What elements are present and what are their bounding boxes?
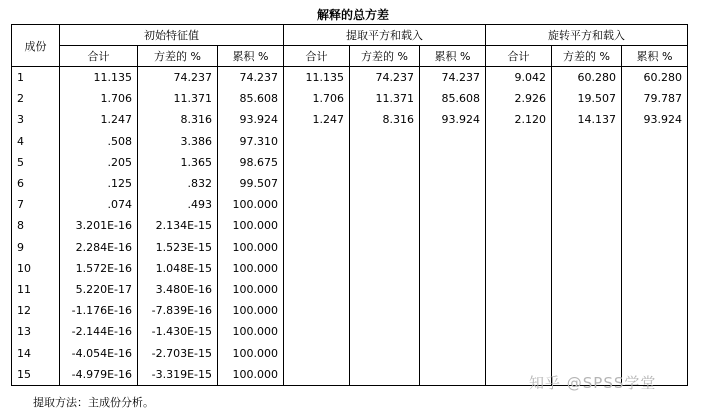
init-total-cell: .508 <box>60 131 138 152</box>
extract-cumulative-pct-cell <box>420 342 486 363</box>
rotate-total-cell <box>486 237 552 258</box>
init-cumulative-pct-cell: 100.000 <box>218 300 284 321</box>
init-variance-pct-header: 方差的 % <box>138 46 218 67</box>
init-total-cell: 3.201E-16 <box>60 215 138 236</box>
init-total-cell: 2.284E-16 <box>60 237 138 258</box>
rotate-total-cell <box>486 279 552 300</box>
init-cumulative-pct-cell: 100.000 <box>218 194 284 215</box>
init-total-cell: 1.706 <box>60 88 138 109</box>
rotate-total-cell <box>486 342 552 363</box>
component-label: 9 <box>12 237 60 258</box>
watermark: 知乎 @SPSS学堂 <box>529 374 657 392</box>
rotate-cumulative-pct-cell <box>622 300 688 321</box>
table-title: 解释的总方差 <box>316 8 389 22</box>
extract-cumulative-pct-cell <box>420 215 486 236</box>
rotate-cumulative-pct-cell <box>622 321 688 342</box>
extract-total-cell <box>284 215 350 236</box>
footnote: 提取方法：主成份分析。 <box>33 396 154 409</box>
rotate-total-cell <box>486 258 552 279</box>
extract-cumulative-pct-cell <box>420 152 486 173</box>
extract-cumulative-pct-cell: 74.237 <box>420 67 486 89</box>
initial-eigenvalues-header: 初始特征值 <box>60 25 284 46</box>
init-variance-pct-cell: -1.430E-15 <box>138 321 218 342</box>
rotate-cumulative-pct-cell: 93.924 <box>622 109 688 130</box>
rotate-cumulative-pct-cell: 60.280 <box>622 67 688 89</box>
init-variance-pct-cell: -7.839E-16 <box>138 300 218 321</box>
rotate-cumulative-pct-cell <box>622 131 688 152</box>
rotate-variance-pct-cell <box>552 131 622 152</box>
init-variance-pct-cell: 11.371 <box>138 88 218 109</box>
rotate-cumulative-pct-cell <box>622 194 688 215</box>
init-total-cell: 5.220E-17 <box>60 279 138 300</box>
table-row <box>12 131 688 152</box>
component-label: 10 <box>12 258 60 279</box>
rotate-total-cell: 2.120 <box>486 109 552 130</box>
rotate-variance-pct-cell <box>552 173 622 194</box>
init-cumulative-pct-header: 累积 % <box>218 46 284 67</box>
rotate-cumulative-pct-cell <box>622 173 688 194</box>
extract-total-cell <box>284 131 350 152</box>
rotate-cumulative-pct-cell <box>622 152 688 173</box>
init-variance-pct-cell: 8.316 <box>138 109 218 130</box>
rotate-variance-pct-cell <box>552 258 622 279</box>
component-label: 3 <box>12 109 60 130</box>
component-label: 11 <box>12 279 60 300</box>
rotate-variance-pct-cell: 14.137 <box>552 109 622 130</box>
extract-variance-pct-cell <box>350 152 420 173</box>
component-label: 1 <box>12 67 60 89</box>
extract-variance-pct-cell <box>350 194 420 215</box>
extract-cumulative-pct-cell <box>420 237 486 258</box>
rotate-variance-pct-cell <box>552 321 622 342</box>
table-row <box>12 258 688 279</box>
extract-variance-pct-cell <box>350 258 420 279</box>
extract-total-cell <box>284 173 350 194</box>
extract-variance-pct-cell: 11.371 <box>350 88 420 109</box>
init-total-cell: 1.572E-16 <box>60 258 138 279</box>
init-total-cell: -4.054E-16 <box>60 342 138 363</box>
init-cumulative-pct-cell: 99.507 <box>218 173 284 194</box>
extract-variance-pct-cell <box>350 364 420 386</box>
init-cumulative-pct-cell: 85.608 <box>218 88 284 109</box>
init-cumulative-pct-cell: 100.000 <box>218 237 284 258</box>
extraction-sums-header: 提取平方和载入 <box>284 25 486 46</box>
component-label: 13 <box>12 321 60 342</box>
extract-variance-pct-cell <box>350 173 420 194</box>
extract-cumulative-pct-cell <box>420 194 486 215</box>
extract-total-cell <box>284 342 350 363</box>
extract-total-cell: 1.706 <box>284 88 350 109</box>
init-variance-pct-cell: 3.480E-16 <box>138 279 218 300</box>
init-cumulative-pct-cell: 74.237 <box>218 67 284 89</box>
table-row <box>12 300 688 321</box>
rotate-variance-pct-cell: 19.507 <box>552 88 622 109</box>
table-row <box>12 109 688 130</box>
init-cumulative-pct-cell: 93.924 <box>218 109 284 130</box>
rotate-total-cell: 2.926 <box>486 88 552 109</box>
extract-total-header: 合计 <box>284 46 350 67</box>
extract-cumulative-pct-cell <box>420 258 486 279</box>
extract-variance-pct-cell <box>350 237 420 258</box>
rotate-total-cell <box>486 152 552 173</box>
init-total-cell: -2.144E-16 <box>60 321 138 342</box>
extract-cumulative-pct-cell <box>420 131 486 152</box>
component-label: 4 <box>12 131 60 152</box>
extract-total-cell <box>284 300 350 321</box>
table-row <box>12 173 688 194</box>
extract-total-cell: 1.247 <box>284 109 350 130</box>
extract-total-cell <box>284 258 350 279</box>
rotate-total-cell: 9.042 <box>486 67 552 89</box>
init-variance-pct-cell: 3.386 <box>138 131 218 152</box>
component-label: 6 <box>12 173 60 194</box>
table-row <box>12 194 688 215</box>
extract-variance-pct-cell <box>350 321 420 342</box>
rotate-cumulative-pct-cell <box>622 342 688 363</box>
extract-variance-pct-cell <box>350 300 420 321</box>
rotate-cumulative-pct-cell <box>622 215 688 236</box>
init-cumulative-pct-cell: 100.000 <box>218 342 284 363</box>
init-total-cell: 1.247 <box>60 109 138 130</box>
extract-total-cell <box>284 364 350 386</box>
extract-cumulative-pct-cell <box>420 321 486 342</box>
init-total-cell: -4.979E-16 <box>60 364 138 386</box>
extract-cumulative-pct-cell <box>420 300 486 321</box>
init-cumulative-pct-cell: 100.000 <box>218 258 284 279</box>
extract-variance-pct-cell: 8.316 <box>350 109 420 130</box>
extract-cumulative-pct-cell <box>420 364 486 386</box>
init-total-header: 合计 <box>60 46 138 67</box>
rotate-variance-pct-cell <box>552 152 622 173</box>
init-variance-pct-cell: 1.048E-15 <box>138 258 218 279</box>
component-label: 7 <box>12 194 60 215</box>
rotate-variance-pct-cell <box>552 342 622 363</box>
extract-variance-pct-cell <box>350 279 420 300</box>
init-total-cell: .205 <box>60 152 138 173</box>
rotate-total-header: 合计 <box>486 46 552 67</box>
rotate-cumulative-pct-cell <box>622 279 688 300</box>
component-column-header: 成份 <box>12 25 60 67</box>
rotate-variance-pct-cell <box>552 194 622 215</box>
rotate-cumulative-pct-cell: 79.787 <box>622 88 688 109</box>
total-variance-table <box>11 24 688 386</box>
component-label: 15 <box>12 364 60 386</box>
init-total-cell: -1.176E-16 <box>60 300 138 321</box>
table-row <box>12 321 688 342</box>
component-label: 5 <box>12 152 60 173</box>
rotate-cumulative-pct-cell <box>622 237 688 258</box>
component-label: 14 <box>12 342 60 363</box>
init-cumulative-pct-cell: 100.000 <box>218 364 284 386</box>
init-variance-pct-cell: .493 <box>138 194 218 215</box>
rotate-total-cell <box>486 173 552 194</box>
table-row <box>12 152 688 173</box>
extract-total-cell <box>284 237 350 258</box>
init-variance-pct-cell: 2.134E-15 <box>138 215 218 236</box>
extract-total-cell <box>284 194 350 215</box>
extract-variance-pct-cell <box>350 342 420 363</box>
init-total-cell: 11.135 <box>60 67 138 89</box>
init-variance-pct-cell: .832 <box>138 173 218 194</box>
rotate-total-cell <box>486 131 552 152</box>
init-variance-pct-cell: -2.703E-15 <box>138 342 218 363</box>
init-variance-pct-cell: -3.319E-15 <box>138 364 218 386</box>
table-row <box>12 237 688 258</box>
rotate-total-cell <box>486 215 552 236</box>
extract-cumulative-pct-header: 累积 % <box>420 46 486 67</box>
init-cumulative-pct-cell: 98.675 <box>218 152 284 173</box>
table-row <box>12 342 688 363</box>
table-row <box>12 67 688 89</box>
table-row <box>12 88 688 109</box>
rotate-cumulative-pct-header: 累积 % <box>622 46 688 67</box>
init-cumulative-pct-cell: 97.310 <box>218 131 284 152</box>
component-label: 8 <box>12 215 60 236</box>
rotate-variance-pct-cell <box>552 215 622 236</box>
rotate-variance-pct-header: 方差的 % <box>552 46 622 67</box>
init-cumulative-pct-cell: 100.000 <box>218 215 284 236</box>
init-variance-pct-cell: 1.365 <box>138 152 218 173</box>
init-cumulative-pct-cell: 100.000 <box>218 279 284 300</box>
extract-cumulative-pct-cell <box>420 173 486 194</box>
rotate-cumulative-pct-cell <box>622 258 688 279</box>
rotate-total-cell <box>486 194 552 215</box>
extract-cumulative-pct-cell: 93.924 <box>420 109 486 130</box>
init-variance-pct-cell: 74.237 <box>138 67 218 89</box>
component-label: 12 <box>12 300 60 321</box>
rotate-total-cell <box>486 321 552 342</box>
extract-total-cell <box>284 152 350 173</box>
extract-variance-pct-cell <box>350 215 420 236</box>
table-row <box>12 279 688 300</box>
init-cumulative-pct-cell: 100.000 <box>218 321 284 342</box>
rotate-variance-pct-cell <box>552 279 622 300</box>
rotation-sums-header: 旋转平方和载入 <box>486 25 688 46</box>
rotate-variance-pct-cell <box>552 237 622 258</box>
extract-variance-pct-cell: 74.237 <box>350 67 420 89</box>
table-body <box>12 67 688 386</box>
extract-variance-pct-cell <box>350 131 420 152</box>
component-label: 2 <box>12 88 60 109</box>
init-total-cell: .125 <box>60 173 138 194</box>
extract-total-cell <box>284 279 350 300</box>
init-variance-pct-cell: 1.523E-15 <box>138 237 218 258</box>
rotate-total-cell <box>486 300 552 321</box>
extract-cumulative-pct-cell <box>420 279 486 300</box>
extract-total-cell: 11.135 <box>284 67 350 89</box>
init-total-cell: .074 <box>60 194 138 215</box>
extract-total-cell <box>284 321 350 342</box>
rotate-variance-pct-cell: 60.280 <box>552 67 622 89</box>
rotate-variance-pct-cell <box>552 300 622 321</box>
extract-cumulative-pct-cell: 85.608 <box>420 88 486 109</box>
table-row <box>12 215 688 236</box>
extract-variance-pct-header: 方差的 % <box>350 46 420 67</box>
